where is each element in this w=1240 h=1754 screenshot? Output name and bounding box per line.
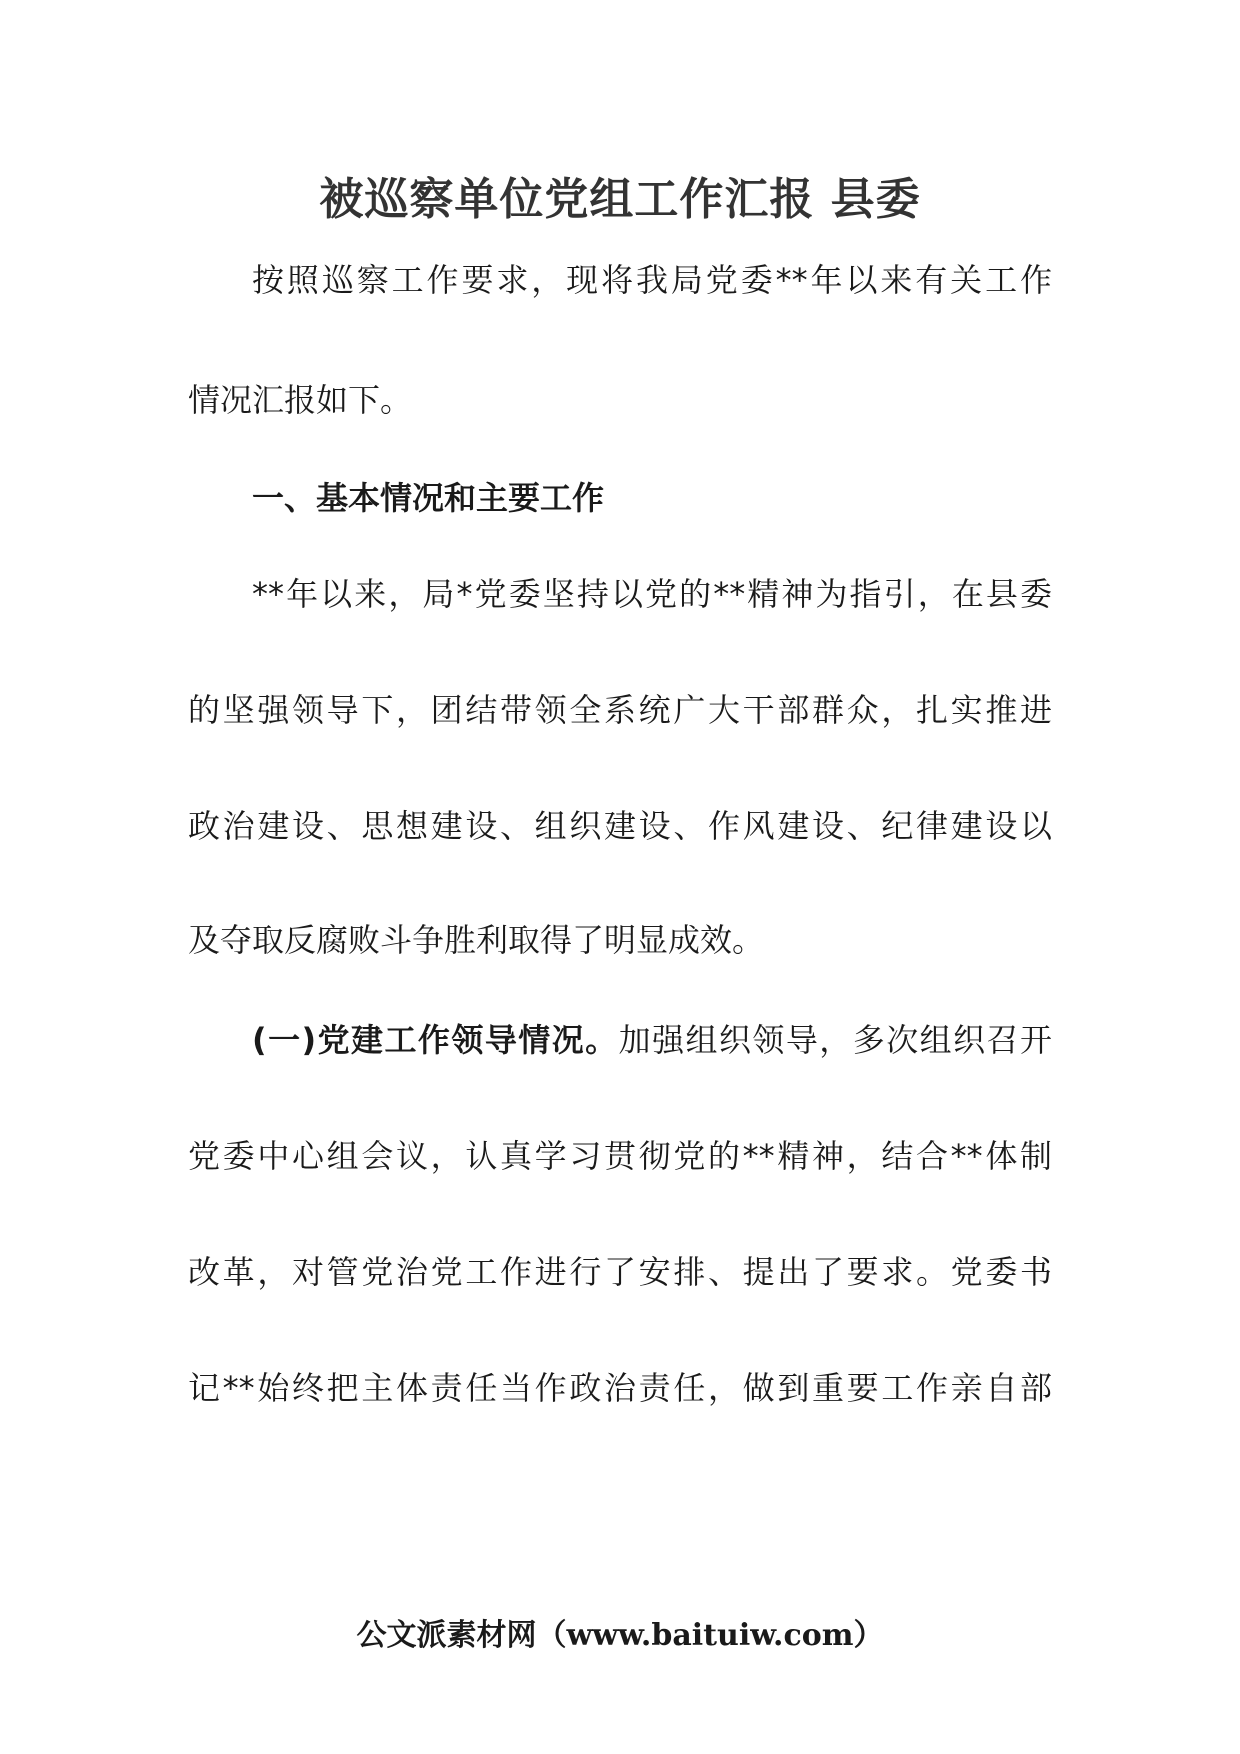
paragraph-line: **年以来，局*党委坚持以党的**精神为指引，在县委 bbox=[252, 575, 1052, 613]
document-title: 被巡察单位党组工作汇报 县委 bbox=[319, 174, 921, 225]
section-heading: 一、基本情况和主要工作 bbox=[252, 479, 605, 517]
subsection-line bbox=[252, 1018, 1052, 1062]
paragraph-line: 党委中心组会议，认真学习贯彻党的**精神，结合**体制 bbox=[188, 1137, 1052, 1175]
paragraph-line: 政治建设、思想建设、组织建设、作风建设、纪律建设以 bbox=[188, 807, 1052, 845]
footer-watermark: 公文派素材网（www.baituiw.com） bbox=[356, 1618, 884, 1653]
paragraph-line: 按照巡察工作要求，现将我局党委**年以来有关工作 bbox=[252, 261, 1052, 299]
paragraph-line: 改革，对管党治党工作进行了安排、提出了要求。党委书 bbox=[188, 1253, 1052, 1291]
paragraph-line: 及夺取反腐败斗争胜利取得了明显成效。 bbox=[188, 921, 765, 959]
subsection-heading: (一)党建工作领导情况。 bbox=[252, 1021, 619, 1059]
paragraph-line: 记**始终把主体责任当作政治责任，做到重要工作亲自部 bbox=[188, 1369, 1052, 1407]
paragraph-line: 情况汇报如下。 bbox=[188, 381, 413, 419]
paragraph-line: 的坚强领导下，团结带领全系统广大干部群众，扎实推进 bbox=[188, 691, 1052, 729]
subsection-text: 加强组织领导，多次组织召开 bbox=[618, 1021, 1052, 1059]
